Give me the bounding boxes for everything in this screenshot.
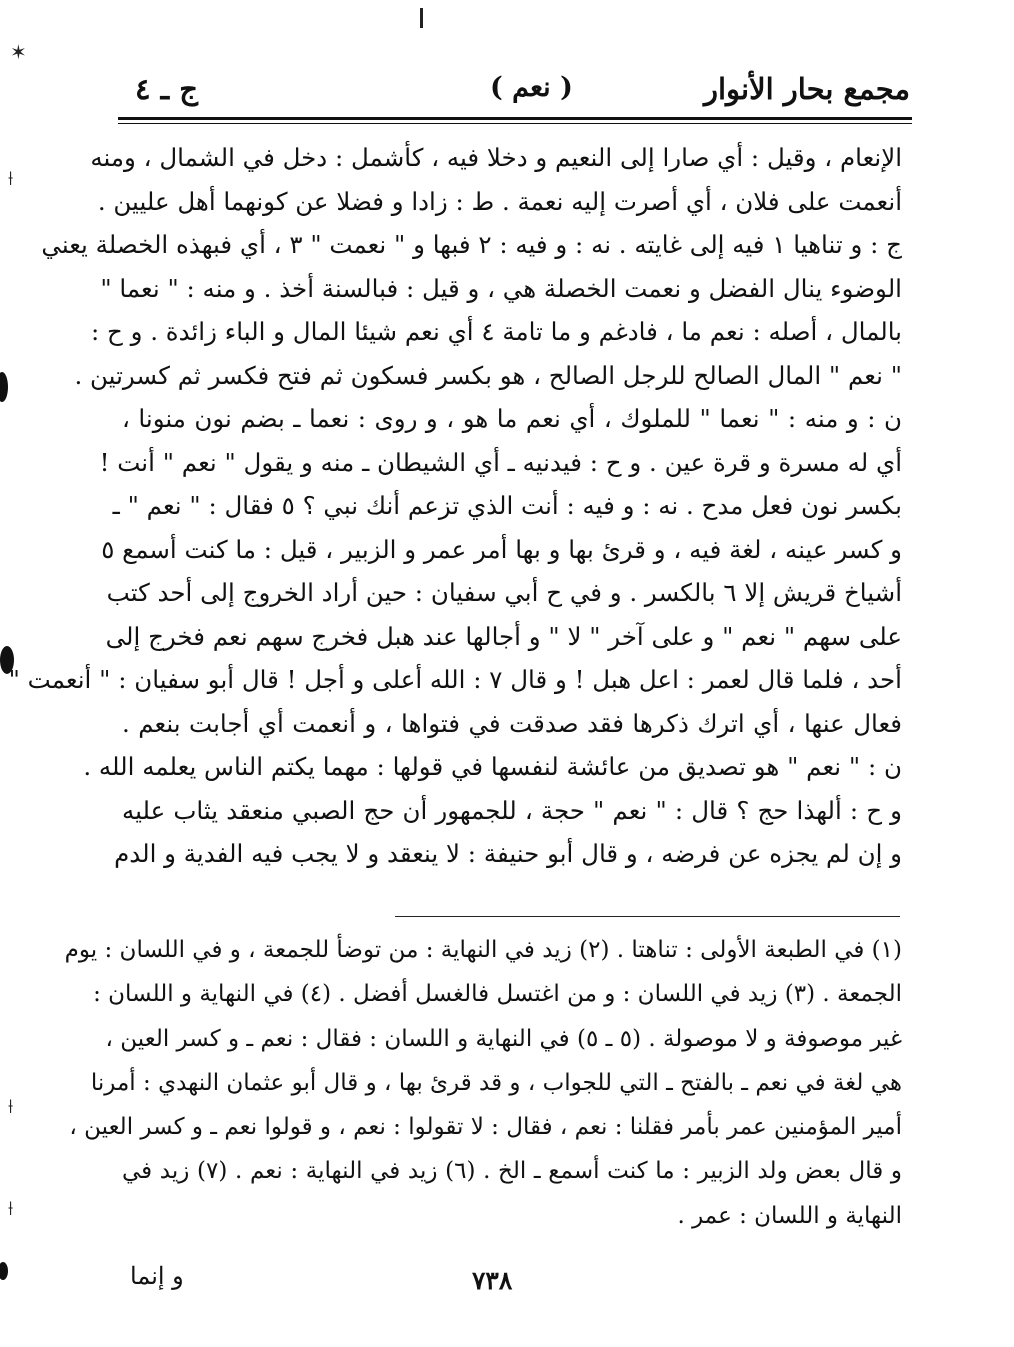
text-line: أي له مسرة و قرة عين . و ح : فيدنيه ـ أي الشيطان ـ منه و يقول " نعم " أنت ! — [99, 447, 902, 477]
footnote-line: الجمعة . (٣) زيد في اللسان : و من اغتسل فالغسل أفضل . (٤) في النهاية و اللسان : — [93, 981, 902, 1008]
footnote-line: غير موصوفة و لا موصولة . (٥ ـ ٥) في النهاية و اللسان : فقال : نعم ـ و كسر العين ، — [105, 1025, 902, 1052]
main-text — [8, 136, 902, 876]
footnote-line: أمير المؤمنين عمر بأمر فقلنا : نعم ، فقال : لا تقولوا : نعم ، و قولوا نعم ـ و كسر العين ، — [69, 1114, 902, 1141]
text-line: ن : " نعم " هو تصديق من عائشة لنفسها في قولها : مهما يكتم الناس يعلمه الله . — [83, 752, 902, 781]
text-line: أحد ، فلما قال لعمر : اعل هبل ! و قال ٧ : الله أعلى و أجل ! قال أبو سفيان : " أنعمت " — [8, 665, 902, 694]
book-title: مجمع بحار الأنوار — [704, 72, 910, 106]
text-line: الإنعام ، وقيل : أي صارا إلى النعيم و دخلا فيه ، كأشمل : دخل في الشمال ، ومنه — [90, 143, 902, 172]
header-rule-thin — [118, 123, 912, 124]
text-line: و إن لم يجزه عن فرضه ، و قال أبو حنيفة : لا ينعقد و لا يجب فيه الفدية و الدم — [114, 839, 902, 868]
margin-mark: ⟊ — [8, 1196, 14, 1220]
volume-label: ج ـ ٤ — [135, 72, 198, 106]
entry-heading: ( نعم ) — [490, 72, 573, 103]
footnote-line: (١) في الطبعة الأولى : تناهتا . (٢) زيد في النهاية : من توضأ للجمعة ، و في اللسان : يوم — [64, 937, 902, 963]
footnote-line: هي لغة في نعم ـ بالفتح ـ التي للجواب ، و قد قرئ بها ، و قال أبو عثمان النهدي : أمرنا — [90, 1069, 902, 1096]
margin-mark: ⟊ — [8, 1094, 14, 1118]
page-number: ٧٣٨ — [472, 1266, 513, 1295]
footnotes — [64, 928, 902, 1238]
text-line: ج : و تناهيا ١ فيه إلى غايته . نه : و فيه : ٢ فبها و " نعمت " ٣ ، أي فبهذه الخصلة يعني — [41, 230, 902, 259]
text-line: و ح : ألهذا حج ؟ قال : " نعم " حجة ، للجمهور أن حج الصبي منعقد يثاب عليه — [122, 795, 902, 825]
text-line: و كسر عينه ، لغة فيه ، و قرئ بها و بها أمر عمر و الزبير ، قيل : ما كنت أسمع ٥ — [101, 534, 902, 564]
scan-mark — [420, 8, 423, 28]
text-line: " نعم " المال الصالح للرجل الصالح ، هو بكسر فسكون ثم فتح فكسر ثم كسرتين . — [74, 360, 902, 390]
margin-blot — [0, 372, 8, 402]
header-rule — [118, 117, 912, 120]
text-line: على سهم " نعم " و على آخر " لا " و أجالها عند هبل فخرج سهم نعم فخرج إلى — [105, 621, 902, 651]
text-line: أنعمت على فلان ، أي أصرت إليه نعمة . ط : زادا و فضلا عن كونهما أهل عليين . — [97, 186, 902, 216]
text-line: ن : و منه : " نعما " للملوك ، أي نعم ما هو ، و روى : نعما ـ بضم نون منونا ، — [122, 404, 902, 433]
footnote-line: و قال بعض ولد الزبير : ما كنت أسمع ـ الخ . (٦) زيد في النهاية : نعم . (٧) زيد في — [122, 1158, 902, 1185]
text-line: أشياخ قريش إلا ٦ بالكسر . و في ح أبي سفيان : حين أراد الخروج إلى أحد كتب — [106, 578, 902, 607]
footnote-separator — [395, 916, 900, 917]
text-line: بكسر نون فعل مدح . نه : و فيه : أنت الذي تزعم أنك نبي ؟ ٥ فقال : " نعم " ـ — [112, 491, 902, 520]
text-line: بالمال ، أصله : نعم ما ، فادغم و ما تامة ٤ أي نعم شيئا المال و الباء زائدة . و ح : — [90, 317, 902, 346]
page-header — [120, 72, 910, 116]
text-line: الوضوء ينال الفضل و نعمت الخصلة هي ، و قيل : فبالسنة أخذ . و منه : " نعما " — [100, 273, 902, 303]
margin-star-mark: ✶ — [10, 40, 27, 64]
margin-mark: ⟊ — [8, 166, 14, 190]
footnote-line: النهاية و اللسان : عمر . — [677, 1202, 902, 1229]
margin-blot — [0, 1262, 8, 1280]
catchword: و إنما — [130, 1262, 184, 1290]
text-line: فعال عنها ، أي اترك ذكرها فقد صدقت في فتواها ، و أنعمت أي أجابت بنعم . — [122, 708, 902, 738]
